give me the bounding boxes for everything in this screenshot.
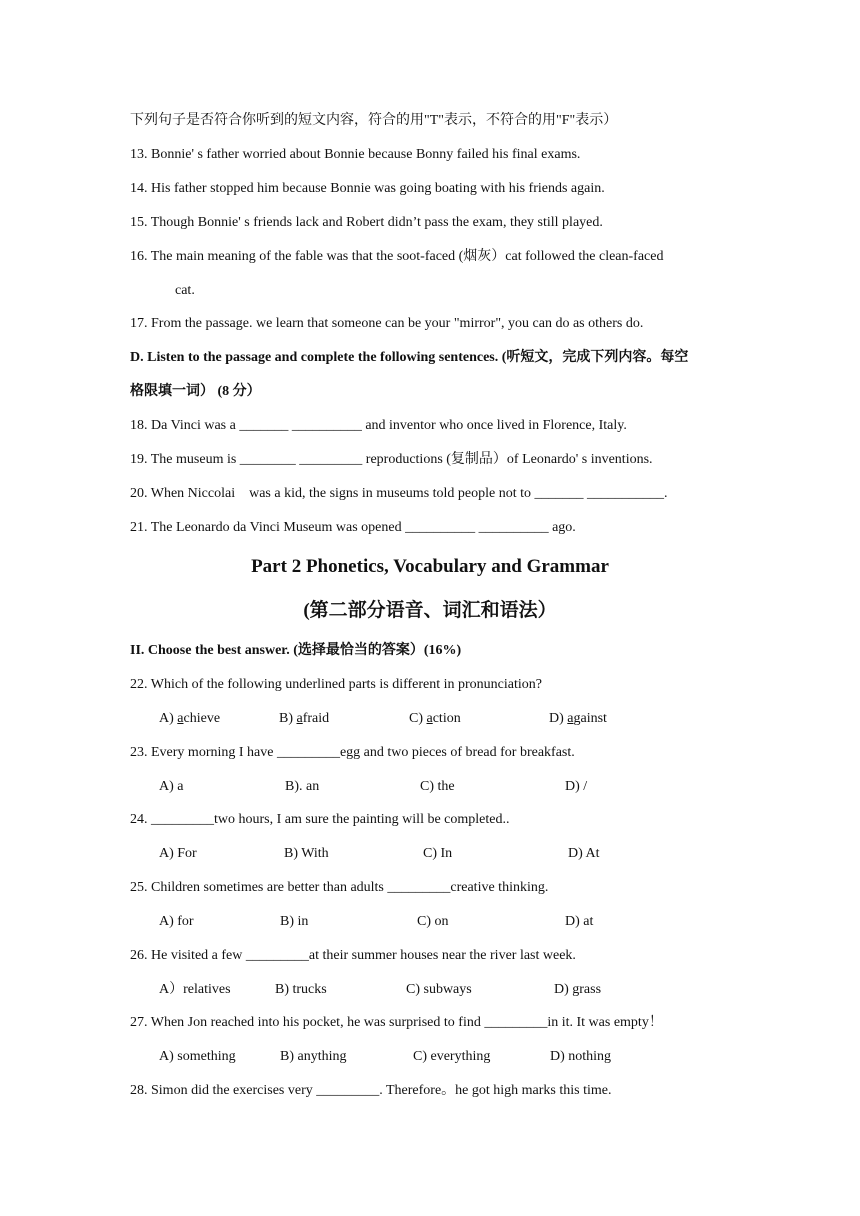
question-25-option-c: C) on [417, 914, 449, 929]
question-25-option-a: A) for [159, 914, 194, 929]
question-25-option-d: D) at [565, 914, 594, 929]
question-23-option-d: D) / [565, 779, 588, 794]
question-23-option-c: C) the [420, 779, 455, 794]
tf-item-13: 13. Bonnie' s father worried about Bonnie because Bonny failed his final exams. [130, 147, 581, 162]
question-25-stem: 25. Children sometimes are better than adults _________creative thinking. [130, 880, 549, 895]
question-26-option-d: D) grass [554, 982, 602, 997]
tf-item-16-continued: cat. [175, 283, 195, 298]
question-24-option-a: A) For [159, 846, 197, 861]
question-23-option-a: A) a [159, 779, 184, 794]
question-24-option-b: B) With [284, 846, 329, 861]
question-22-option-a: A) achieve [159, 711, 221, 726]
tf-item-15: 15. Though Bonnie' s friends lack and Robert didn’t pass the exam, they still played. [130, 215, 603, 230]
question-24-stem: 24. _________two hours, I am sure the painting will be completed.. [130, 812, 510, 827]
question-27-stem: 27. When Jon reached into his pocket, he was surprised to find _________in it. It was empty！ [130, 1015, 663, 1030]
part2-subtitle: (第二部分语音、词汇和语法） [303, 600, 557, 621]
question-26-option-c: C) subways [406, 982, 472, 997]
section-d-heading: D. Listen to the passage and complete the following sentences. (听短文，完成下列内容。每空 [130, 350, 689, 365]
fill-item-19: 19. The museum is ________ _________ reproductions (复制品）of Leonardo' s inventions. [130, 452, 653, 467]
question-23-stem: 23. Every morning I have _________egg and two pieces of bread for breakfast. [130, 745, 575, 760]
tf-item-17: 17. From the passage. we learn that someone can be your "mirror", you can do as others do. [130, 316, 644, 331]
question-26-option-b: B) trucks [275, 982, 327, 997]
question-26-stem: 26. He visited a few _________at their summer houses near the river last week. [130, 948, 576, 963]
question-27-option-a: A) something [159, 1049, 236, 1064]
question-27-option-d: D) nothing [550, 1049, 612, 1064]
question-22-option-b: B) afraid [279, 711, 330, 726]
section-ii-heading: II. Choose the best answer. (选择最恰当的答案）(16%) [130, 643, 462, 658]
tf-item-16: 16. The main meaning of the fable was that the soot-faced (烟灰）cat followed the clean-faced [130, 249, 664, 264]
fill-item-21: 21. The Leonardo da Vinci Museum was opened __________ __________ ago. [130, 520, 576, 535]
question-24-option-c: C) In [423, 846, 453, 861]
question-28-stem: 28. Simon did the exercises very _________. Therefore。he got high marks this time. [130, 1083, 612, 1098]
question-22-stem: 22. Which of the following underlined parts is different in pronunciation? [130, 677, 542, 692]
fill-item-18: 18. Da Vinci was a _______ __________ and inventor who once lived in Florence, Italy. [130, 418, 627, 433]
fill-item-20: 20. When Niccolai was a kid, the signs in museums told people not to _______ ___________. [130, 486, 668, 501]
question-25-option-b: B) in [280, 914, 309, 929]
section-d-heading-continued: 格限填一词） (8 分） [130, 384, 261, 399]
tf-instructions: 下列句子是否符合你听到的短文内容，符合的用"T"表示，不符合的用"F"表示） [130, 113, 618, 128]
question-27-option-c: C) everything [413, 1049, 491, 1064]
question-24-option-d: D) At [568, 846, 600, 861]
question-22-option-d: D) against [549, 711, 607, 726]
tf-item-14: 14. His father stopped him because Bonnie was going boating with his friends again. [130, 181, 605, 196]
question-23-option-b: B). an [285, 779, 320, 794]
question-22-option-c: C) action [409, 711, 461, 726]
question-27-option-b: B) anything [280, 1049, 347, 1064]
question-26-option-a: A）relatives [159, 982, 231, 997]
part2-title: Part 2 Phonetics, Vocabulary and Grammar [251, 556, 609, 577]
